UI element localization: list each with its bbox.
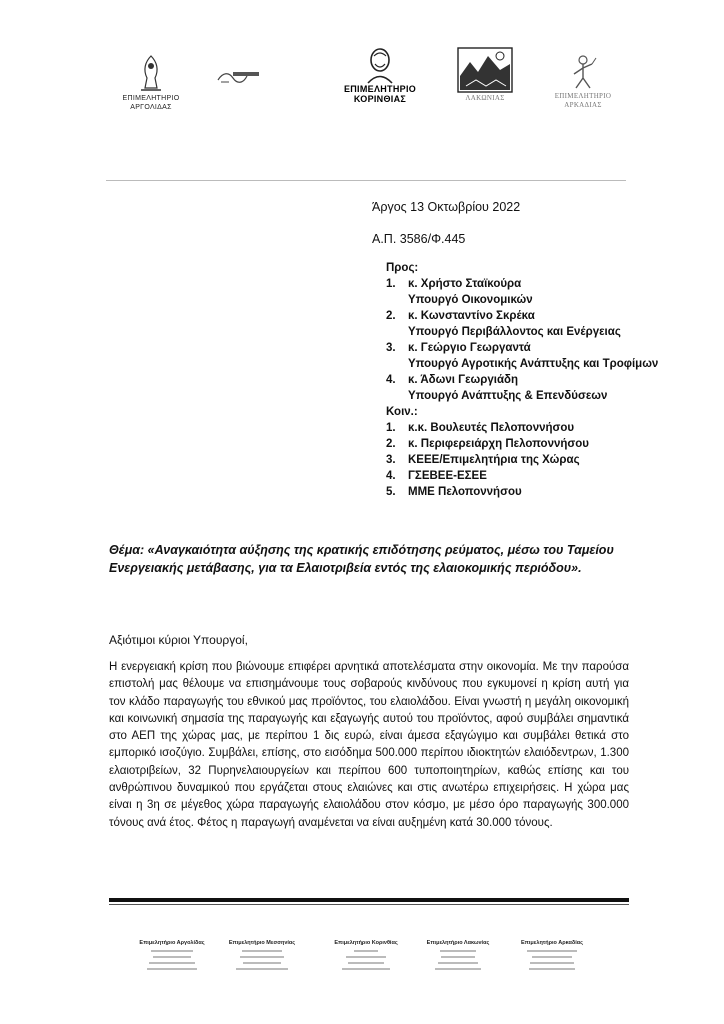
item-number: 2. (386, 438, 396, 450)
chamber-emblem-icon (215, 68, 263, 88)
cc-name: ΜΜΕ Πελοποννήσου (408, 486, 522, 498)
logo-argolida (96, 52, 206, 112)
recipient-title: Υπουργό Ανάπτυξης & Επενδύσεων (408, 390, 608, 402)
footer-address-line (153, 956, 191, 958)
footer-address-line (243, 962, 281, 964)
footer-address-line (529, 968, 575, 970)
item-number: 4. (386, 374, 396, 386)
list-item (386, 276, 658, 308)
footer-divider (109, 898, 629, 902)
logo-label-line1: ΕΠΙΜΕΛΗΤΗΡΙΟ (554, 92, 612, 100)
logo-label-line2: ΚΟΡΙΝΘΙΑΣ (353, 94, 407, 104)
footer-chamber-name: Επιμελητήριο Αρκαδίας (521, 940, 583, 946)
recipient-name: κ. Γεώργιο Γεωργαντά (408, 342, 531, 354)
footer-contact-arkadia (502, 940, 602, 970)
landscape-emblem-icon (456, 46, 514, 94)
footer-address-line (147, 968, 197, 970)
footer-contact-messinia (212, 940, 312, 970)
list-item (386, 420, 658, 436)
cc-name: ΓΣΕΒΕΕ-ΕΣΕΕ (408, 470, 487, 482)
footer-contact-lakonia (408, 940, 508, 970)
footer-address-line (435, 968, 481, 970)
recipient-title: Υπουργό Περιβάλλοντος και Ενέργειας (408, 326, 621, 338)
footer-address-line (532, 956, 572, 958)
letter-greeting: Αξιότιμοι κύριοι Υπουργοί, (109, 633, 248, 647)
cc-name: κ. Περιφερειάρχη Πελοποννήσου (408, 438, 589, 450)
cc-name: ΚΕΕΕ/Επιμελητήρια της Χώρας (408, 454, 580, 466)
logo-label-line1: ΕΠΙΜΕΛΗΤΗΡΙΟ (343, 84, 417, 94)
footer-address-line (440, 950, 476, 952)
letter-date: Άργος 13 Οκτωβρίου 2022 (372, 200, 521, 214)
footer-address-line (354, 950, 378, 952)
footer-address-line (149, 962, 195, 964)
header-divider (106, 180, 626, 181)
footer-address-line (242, 950, 282, 952)
list-item (386, 484, 658, 500)
item-number: 1. (386, 422, 396, 434)
cc-list (386, 420, 658, 500)
item-number: 3. (386, 342, 396, 354)
letter-body: Η ενεργειακή κρίση που βιώνουμε επιφέρει αρνητικά αποτελέσματα στην οικονομία. Με την παρούσα επιστολή μας θέλουμε να επισημάνουμε τους σοβαρούς κινδύνους που εγκυμονεί η κρίση αυτή για τον κλάδο παραγωγής του εθνικού μας προϊόντος, του ελαιολάδου. Είναι γνωστή η μεγάλη οικονομική και κοινωνική σημασία της παραγωγής και εξαγωγής αυτού του προϊόντος, αφού συμβάλει σημαντικά στο ΑΕΠ της χώρας μας, με περίπου 1 δις ευρώ, είναι άμεσα εξαγώγιμο και συμβάλει θετικά στο εμπορικό ισοζύγιο. Συμβάλει, επίσης, στο εισόδημα 500.000 περίπου ιδιοκτητών ελαιόδεντρων, 1.300 ελαιοτριβείων, 32 Πυρηνελαιουργείων και περίπου 600 τυποποιητηρίων, καθώς επίσης και του ανθρώπινου δυναμικού που εργάζεται στους ελαιώνες και στις ανωτέρω επιχειρήσεις. Η χώρα μας είναι η 3η σε μέγεθος χώρα παραγωγής ελαιολάδου στον κόσμο, με μέσο όρο παραγωγής 300.000 τόνους ανά έτος. Φέτος η παραγωγή αναμένεται να είναι αυξημένη κατά 30.000 τόνους. (109, 661, 629, 829)
footer-address-line (236, 968, 288, 970)
footer-address-line (240, 956, 284, 958)
recipient-title: Υπουργό Οικονομικών (408, 294, 533, 306)
logo-arkadia (538, 52, 628, 110)
recipient-name: κ. Άδωνι Γεωργιάδη (408, 374, 519, 386)
recipients-block (386, 260, 658, 500)
footer-address-line (151, 950, 193, 952)
footer-address-line (348, 962, 384, 964)
item-number: 2. (386, 310, 396, 322)
list-item (386, 436, 658, 452)
list-item (386, 308, 658, 340)
list-item (386, 452, 658, 468)
footer-address-line (530, 962, 574, 964)
letter-subject: Θέμα: «Αναγκαιότητα αύξησης της κρατικής επιδότησης ρεύματος, μέσω του Ταμείου Ενεργειακής μετάβασης, για τα Ελαιοτριβεία εντός της ελαιοκομικής περιόδου». (109, 543, 614, 575)
logo-korinthia (332, 46, 428, 104)
recipient-name: κ. Κωνσταντίνο Σκρέκα (408, 310, 535, 322)
logo-label-line1: ΕΠΙΜΕΛΗΤΗΡΙΟ (122, 95, 180, 102)
recipient-title: Υπουργό Αγροτικής Ανάπτυξης και Τροφίμων (408, 358, 659, 370)
list-item (386, 372, 658, 404)
logo-lakonia (450, 46, 520, 103)
cc-name: κ.κ. Βουλευτές Πελοποννήσου (408, 422, 575, 434)
list-item (386, 468, 658, 484)
item-number: 1. (386, 278, 396, 290)
footer-chamber-name: Επιμελητήριο Λακωνίας (426, 940, 490, 946)
footer-address-line (438, 962, 478, 964)
letter-reference: Α.Π. 3586/Φ.445 (372, 232, 466, 246)
recipient-name: κ. Χρήστο Σταϊκούρα (408, 278, 522, 290)
portrait-emblem-icon (363, 46, 397, 84)
logo-label-line2: ΑΡΓΟΛΙΔΑΣ (130, 104, 172, 111)
logo-label-line2: ΑΡΚΑΔΙΑΣ (564, 101, 602, 109)
footer-address-line (346, 956, 386, 958)
to-label: Προς: (386, 262, 419, 274)
to-list (386, 276, 658, 404)
footer-contact-argolida (122, 940, 222, 970)
figure-emblem-icon (566, 52, 600, 92)
logo-messinia (214, 68, 264, 88)
item-number: 5. (386, 486, 396, 498)
logo-label-line1: ΛΑΚΩΝΙΑΣ (465, 94, 505, 102)
cc-label: Κοιν.: (386, 406, 418, 418)
footer-address-line (527, 950, 577, 952)
footer-address-line (441, 956, 475, 958)
list-item (386, 340, 658, 372)
footer-address-line (342, 968, 390, 970)
item-number: 4. (386, 470, 396, 482)
footer-chamber-name: Επιμελητήριο Αργολίδας (139, 940, 205, 946)
footer-chamber-name: Επιμελητήριο Κορινθίας (334, 940, 398, 946)
footer-contact-korinthia (316, 940, 416, 970)
footer-divider-thin (109, 904, 629, 905)
footer-chamber-name: Επιμελητήριο Μεσσηνίας (228, 940, 296, 946)
item-number: 3. (386, 454, 396, 466)
chamber-emblem-icon (133, 52, 169, 94)
